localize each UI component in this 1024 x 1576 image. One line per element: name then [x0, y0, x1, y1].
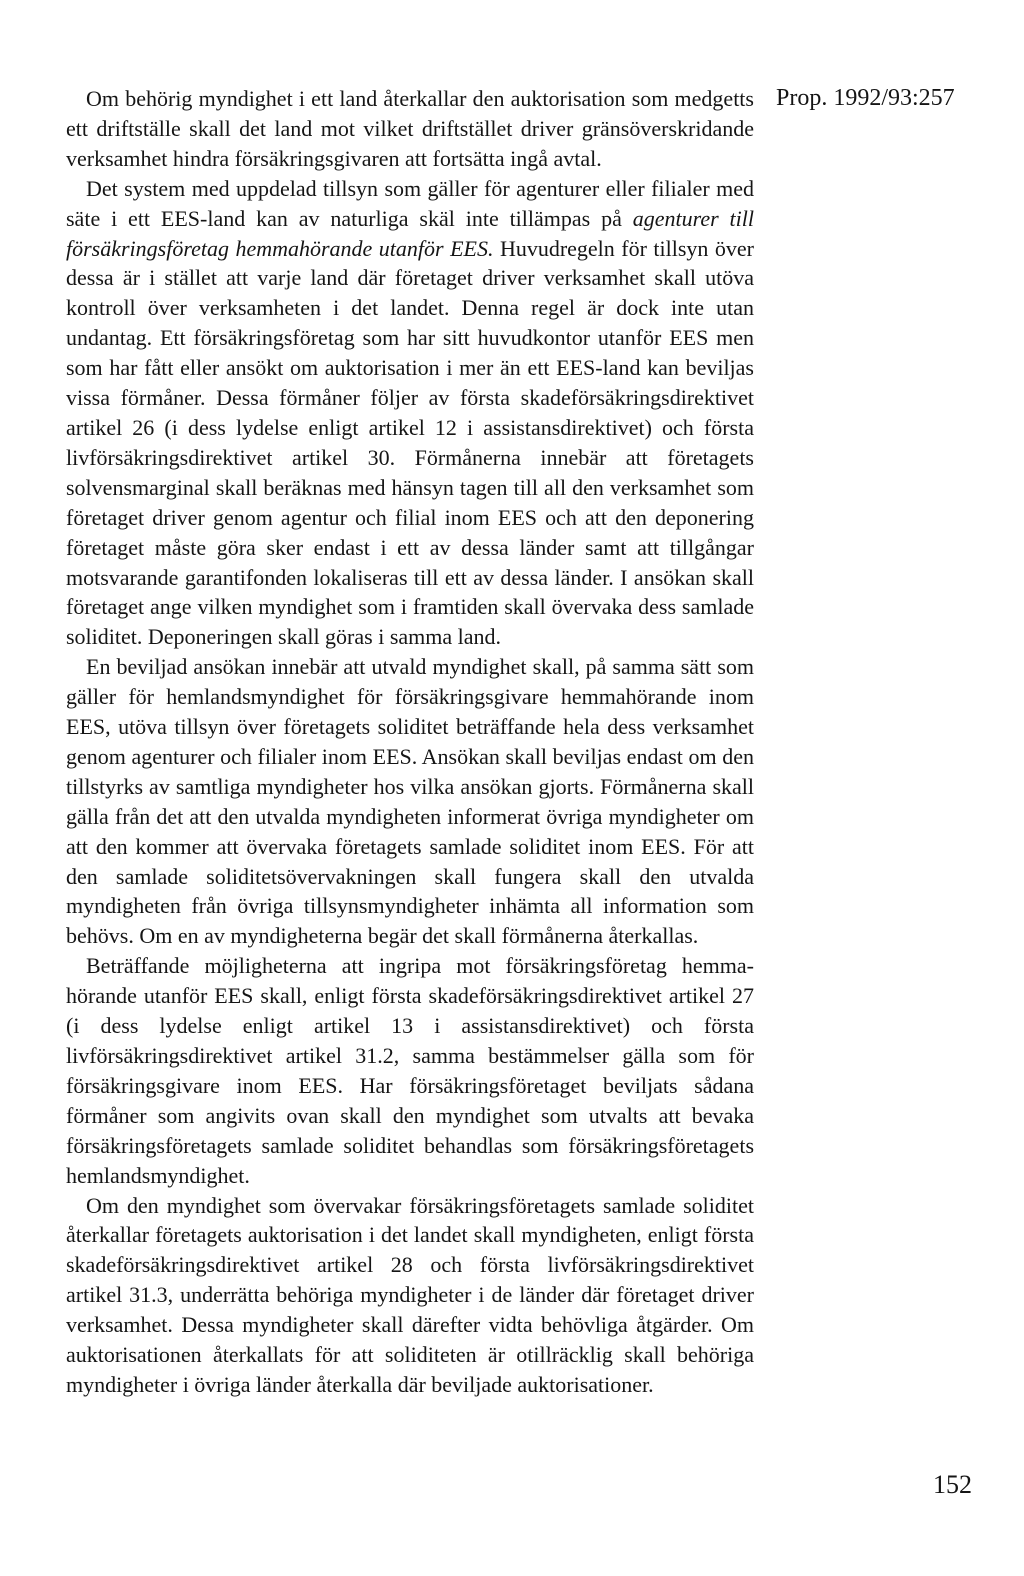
paragraph-5-text: Om den myndighet som övervakar försäkringsföretagets samlade soliditet återkallar företagets auktorisation i det landet skall myndigheten, enligt första skadeförsäkringsdirektivet artikel 28 och första livförsäkringsdirektivet artikel 31.3, underrätta behöriga myndigheter i de länder där företaget driver verksamhet. Dessa myndigheter skall därefter vidta behövliga åtgärder. Om auktorisationen återkallats för att soliditeten är otillräcklig skall behöriga myndigheter i övriga länder återkalla där beviljade auktorisationer. [66, 1192, 754, 1397]
paragraph-4 [66, 951, 754, 1190]
paragraph-1-text: Om behörig myndighet i ett land återkallar den auktorisation som medgetts ett driftställe skall det land mot vilket driftstället driver gränsöverskridande verksamhet hindra försäkringsgivaren att fortsätta ingå avtal. [66, 86, 754, 171]
proposition-reference: Prop. 1992/93:257 [776, 85, 955, 111]
page-number: 152 [933, 1470, 972, 1499]
paragraph-2-text-start: Det system med uppdelad tillsyn som gäller för agenturer eller filialer med säte i ett EES-land kan av naturliga skäl inte tillämpas på [66, 175, 754, 231]
paragraph-2-italic-phrase: agenturer till försäkringsföretag hemmahörande utanför EES. [66, 205, 754, 261]
paragraph-4-text: Beträffande möjligheterna att ingripa mot försäkringsföretag hemmahörande utanför EES skall, enligt första skadeförsäkringsdirektivet artikel 27 (i dess lydelse enligt artikel 13 i assistansdirektivet) och första livförsäkringsdirektivet artikel 31.2, samma bestämmelser gälla som för försäkringsgivare inom EES. Har försäkringsföretaget beviljats sådana förmåner som angivits ovan skall den myndighet som utvalts att bevaka försäkringsföretagets samlade soliditet behandlas som försäkringsföretagets hemlandsmyndighet. [66, 953, 754, 1188]
body-text [66, 84, 754, 1400]
paragraph-5 [66, 1191, 754, 1400]
paragraph-2 [66, 174, 754, 653]
paragraph-2-text-end: Huvudregeln för tillsyn över dessa är i stället att varje land där företaget driver verksamhet skall utöva kontroll över verksamheten i det landet. Denna regel är dock inte utan undantag. Ett försäkringsföretag som har sitt huvudkontor utanför EES men som har fått eller ansökt om auktorisation i mer än ett EES-land kan beviljas vissa förmåner. Dessa förmåner följer av första skadeförsäkringsdirektivet artikel 26 (i dess lydelse enligt artikel 12 i assistansdirektivet) och första livförsäkringsdirektivet artikel 30. Förmånerna innebär att företagets solvensmarginal skall beräknas med hänsyn tagen till all den verksamhet som företaget driver genom agentur och filial inom EES och att den deponering företaget måste göra sker endast i ett av dessa länder samt att tillgångar motsvarande garantifonden lokaliseras till ett av dessa länder. I ansökan skall företaget ange vilken myndighet som i framtiden skall övervaka dess samlade soliditet. Deponeringen skall göras i samma land. [66, 235, 754, 650]
paragraph-1 [66, 84, 754, 174]
paragraph-3 [66, 652, 754, 951]
paragraph-3-text: En beviljad ansökan innebär att utvald myndighet skall, på samma sätt som gäller för hemlandsmyndighet för försäkringsgivare hemmahörande inom EES, utöva tillsyn över företagets soliditet beträffande hela dess verksamhet genom agenturer och filialer inom EES. Ansökan skall beviljas endast om den tillstyrks av samtliga myndigheter hos vilka ansökan gjorts. Förmånerna skall gälla från det att den utvalda myndigheten informerat övriga myndigheter om att den kommer att övervaka företagets samlade soliditet inom EES. För att den samlade soliditetsövervakningen skall fungera skall den utvalda myndigheten från övriga tillsynsmyndigheter inhämta all information som behövs. Om en av myndigheterna begär det skall förmånerna återkallas. [66, 654, 754, 949]
